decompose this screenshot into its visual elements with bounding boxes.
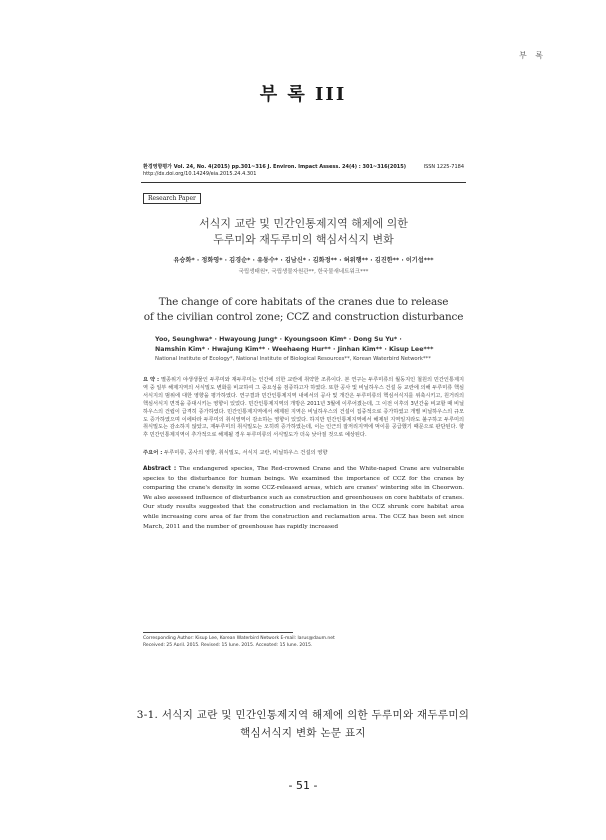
english-abstract-label: Abstract : (143, 466, 177, 472)
footnote-line: Corresponding Author: Kisup Lee, Korean Waterbird Network E-mail: larus@daum.net (143, 636, 335, 641)
korean-title-line: 서식지 교란 및 민간인통제지역 해제에 의한 (199, 217, 408, 230)
page-number: - 51 - (288, 779, 318, 792)
english-abstract (143, 465, 464, 532)
korean-abstract-text: 멸종위기 야생생물인 두루미와 재두루미는 인간에 의한 교란에 취약한 조류이다. 본 연구는 두루미류의 월동지인 철원의 민간인통제지역 중 일부 해제지역의 서식밀도 변화를 비교하여 그 중요성을 검증하고자 하였다. 또한 공사 및 비닐하우스 건설 등 교란에 의해 두루미류 핵심서식지의 범위에 대한 영향을 평가하였다. 연구결과 민간인통제지역 내에서의 공사 및 개간은 두루미류의 핵심서식지를 위축시키고, 원거리의 핵심서식지 면적을 증대시키는 영향이 있었다. 민간인통제지역의 개방은 2011년 3월에 이루어졌는데, 그 이전 이후의 3년간을 비교할 때 비닐하우스의 건립이 급격히 증가하였다. 민간인통제지역에서 해제된 지역은 비닐하우스의 건설이 집중적으로 증가하였고 개별 비닐하우스의 규모도 증가하였으며 이에따라 두루미의 취식영역이 감소하는 영향이 있었다. 하지만 민간인통제지역에서 해제된 지역일지라도 불구하고 두루미의 취식밀도는 감소하지 않았고, 재두루미의 취식밀도는 오히려 증가하였는데, 이는 인근의 잘저리지역에 먹이를 공급했기 때문으로 판단된다. 향후 민간인통제지역이 추가적으로 해제될 경우 두루미류의 서식밀도가 더욱 낮아질 것으로 예상된다. (143, 377, 464, 439)
keywords-label: 주요어 : (143, 450, 163, 456)
journal-info (143, 164, 406, 178)
english-title-line: of the civilian control zone; CCZ and construction disturbance (143, 311, 464, 323)
korean-title (141, 216, 466, 248)
korean-authors: 유승화* · 정화영* · 김경순* · 유동수* · 김남신* · 김화정** · 허위행** · 김진한** · 이기섭*** (173, 257, 434, 264)
korean-abstract (143, 377, 464, 440)
english-authors (155, 335, 433, 355)
article-type-box: Research Paper (143, 193, 201, 204)
korean-affiliations: 국립생태원*, 국립생물자원관**, 한국물새네트워크*** (238, 269, 369, 275)
korean-title-line: 두루미와 재두루미의 핵심서식지 변화 (213, 233, 394, 246)
keywords (143, 448, 464, 456)
english-title (141, 295, 466, 325)
keywords-text: 두루미류, 공사의 영향, 취식밀도, 서식지 교란, 비닐하우스 건설의 영향 (164, 450, 328, 456)
doi-line: http://dx.doi.org/10.14249/eia.2015.24.4.301 (143, 171, 257, 177)
issn: ISSN 1225-7184 (423, 164, 464, 170)
paper-cover-image (141, 158, 466, 646)
english-abstract-text: The endangered species, The Red-crowned Crane and the White-naped Crane are vulnerable species to the disturbance for human beings. We examined the importance of CCZ for the cranes by comparing the crane's density in some CCZ-released areas, which are cranes' wintering site in Cheorwon. We also assessed influence of disturbance such as construction and greenhouses on core habitats of cranes. Our study results suggested that the construction and reclamation in the CCZ shrunk core habitat area while increasing core area of far from the construction and reclamation area. The CCZ has been set since March, 2011 and the number of greenhouse has rapidly increased (143, 466, 464, 530)
footnote-line: Received: 25 April, 2015. Revised: 15 June, 2015. Accepted: 15 June, 2015. (143, 643, 313, 646)
caption-line: 핵심서식지 변화 논문 표지 (240, 727, 366, 739)
appendix-title: 부 록 III (259, 84, 347, 105)
journal-line: 환경영향평가 Vol. 24, No. 4(2015) pp.301~316 J. Environ. Impact Assess. 24(4) : 301~316(2015) (143, 164, 407, 170)
footnote (143, 635, 335, 646)
english-title-line: The change of core habitats of the cranes due to release (158, 296, 449, 308)
english-authors-line: Yoo, Seunghwa* · Hwayoung Jung* · Kyoungsoon Kim* · Dong Su Yu* · (155, 336, 402, 343)
english-affiliations: National Institute of Ecology*, National Institute of Biological Resources**, Korean Waterbird Network*** (155, 356, 431, 362)
header-rule (141, 182, 466, 183)
figure-caption (0, 706, 606, 742)
korean-abstract-label: 요 약 : (143, 377, 160, 383)
running-header: 부 록 (519, 51, 546, 60)
english-authors-line: Namshin Kim* · Hwajung Kim** · Weehaeng Hur** · Jinhan Kim** · Kisup Lee*** (155, 346, 434, 353)
caption-line: 3-1. 서식지 교란 및 민간인통제지역 해제에 의한 두루미와 재두루미의 (136, 709, 470, 721)
footnote-rule (143, 632, 293, 633)
